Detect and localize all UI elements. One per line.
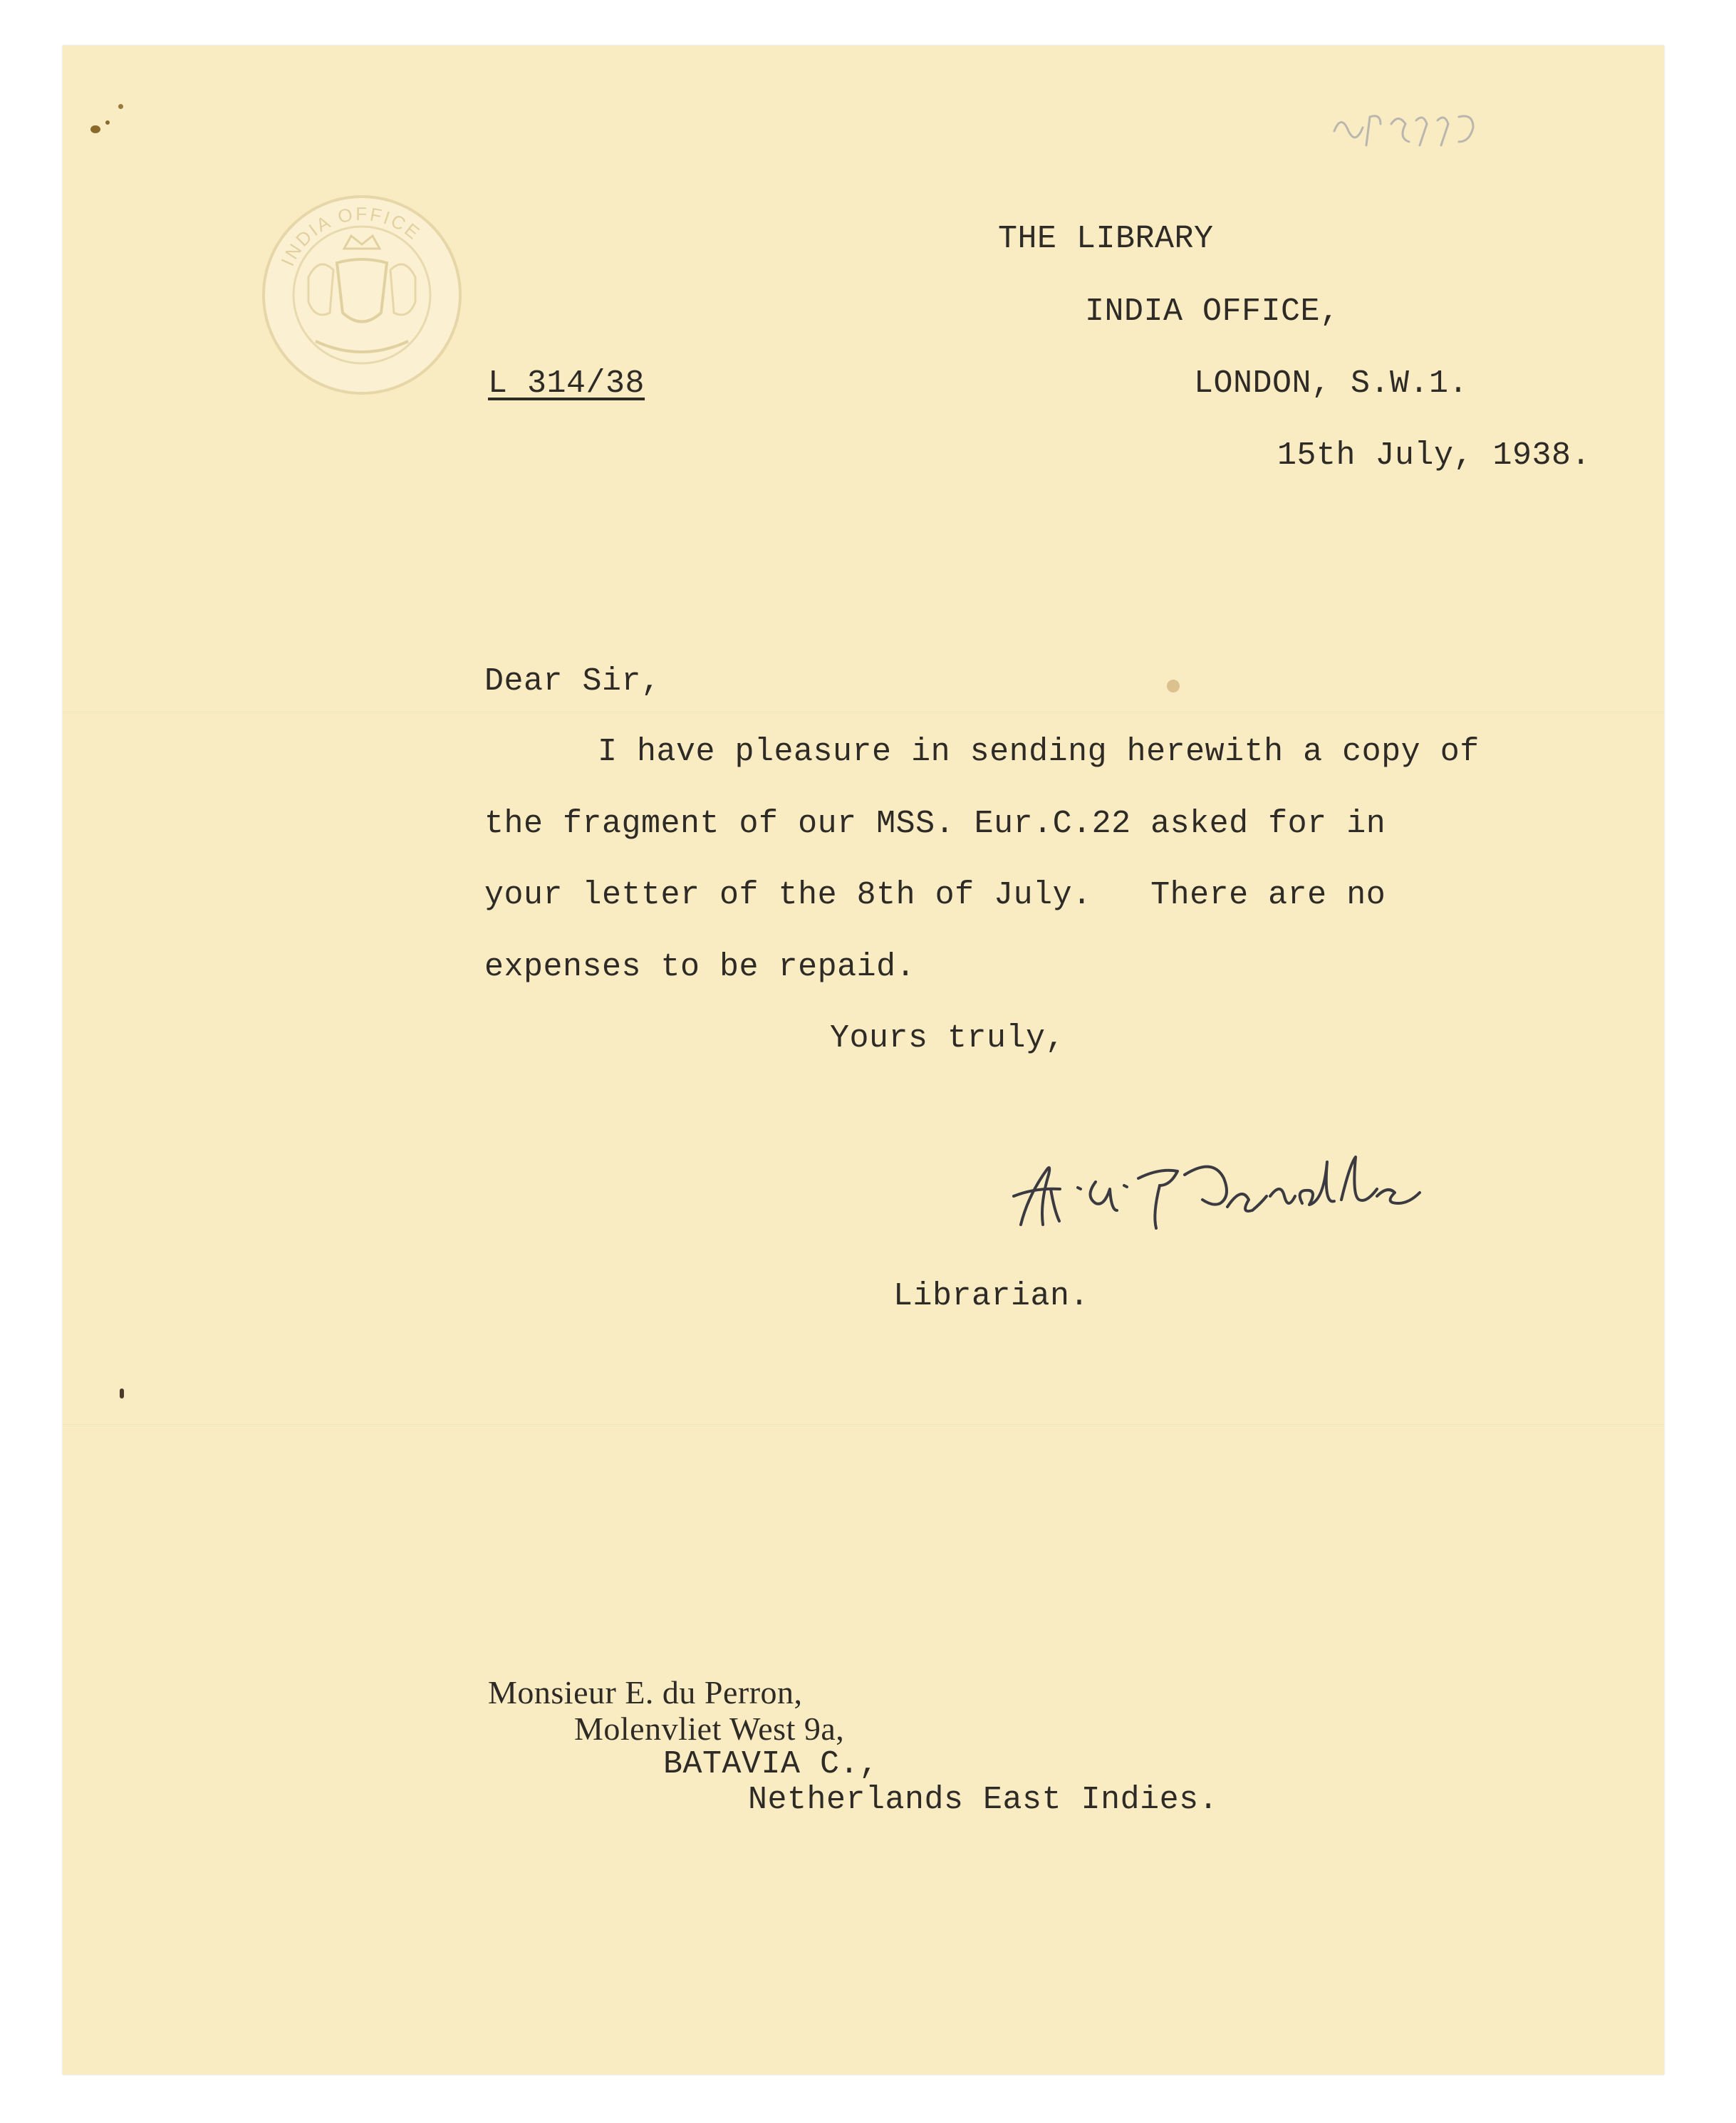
recipient-street: Molenvliet West 9a, [574, 1711, 845, 1747]
reference-number: L 314/38 [488, 365, 645, 402]
ink-spot [90, 125, 100, 133]
body-line: I have pleasure in sending herewith a copy of [598, 734, 1480, 770]
fold-crease-lower [63, 1424, 1664, 1426]
letter-date: 15th July, 1938. [1277, 437, 1591, 474]
body-line: expenses to be repaid. [484, 949, 916, 985]
ink-spot [105, 120, 110, 125]
body-line: the fragment of our MSS. Eur.C.22 asked for in [484, 806, 1386, 842]
svg-text:INDIA OFFICE: INDIA OFFICE [276, 202, 425, 269]
letter-sheet [63, 46, 1664, 2075]
recipient-name: Monsieur E. du Perron, [488, 1674, 803, 1711]
embossed-seal-icon [259, 192, 465, 398]
recipient-city: BATAVIA C., [663, 1746, 879, 1782]
ink-spot [118, 104, 123, 109]
ink-spot [120, 1388, 124, 1398]
salutation: Dear Sir, [484, 663, 661, 700]
letterhead-line-library: THE LIBRARY [998, 221, 1214, 257]
signatory-title: Librarian. [893, 1278, 1090, 1314]
closing: Yours truly, [830, 1020, 1066, 1057]
handwritten-signature [1007, 1146, 1434, 1232]
recipient-country: Netherlands East Indies. [748, 1782, 1219, 1818]
fold-crease-upper [63, 712, 1664, 714]
letterhead-line-office: INDIA OFFICE, [1085, 294, 1340, 330]
pencil-archive-mark [1331, 103, 1487, 152]
body-line: your letter of the 8th of July. There are no [484, 877, 1386, 913]
stain-spot [1167, 680, 1180, 692]
letterhead-line-address: LONDON, S.W.1. [1194, 365, 1469, 402]
